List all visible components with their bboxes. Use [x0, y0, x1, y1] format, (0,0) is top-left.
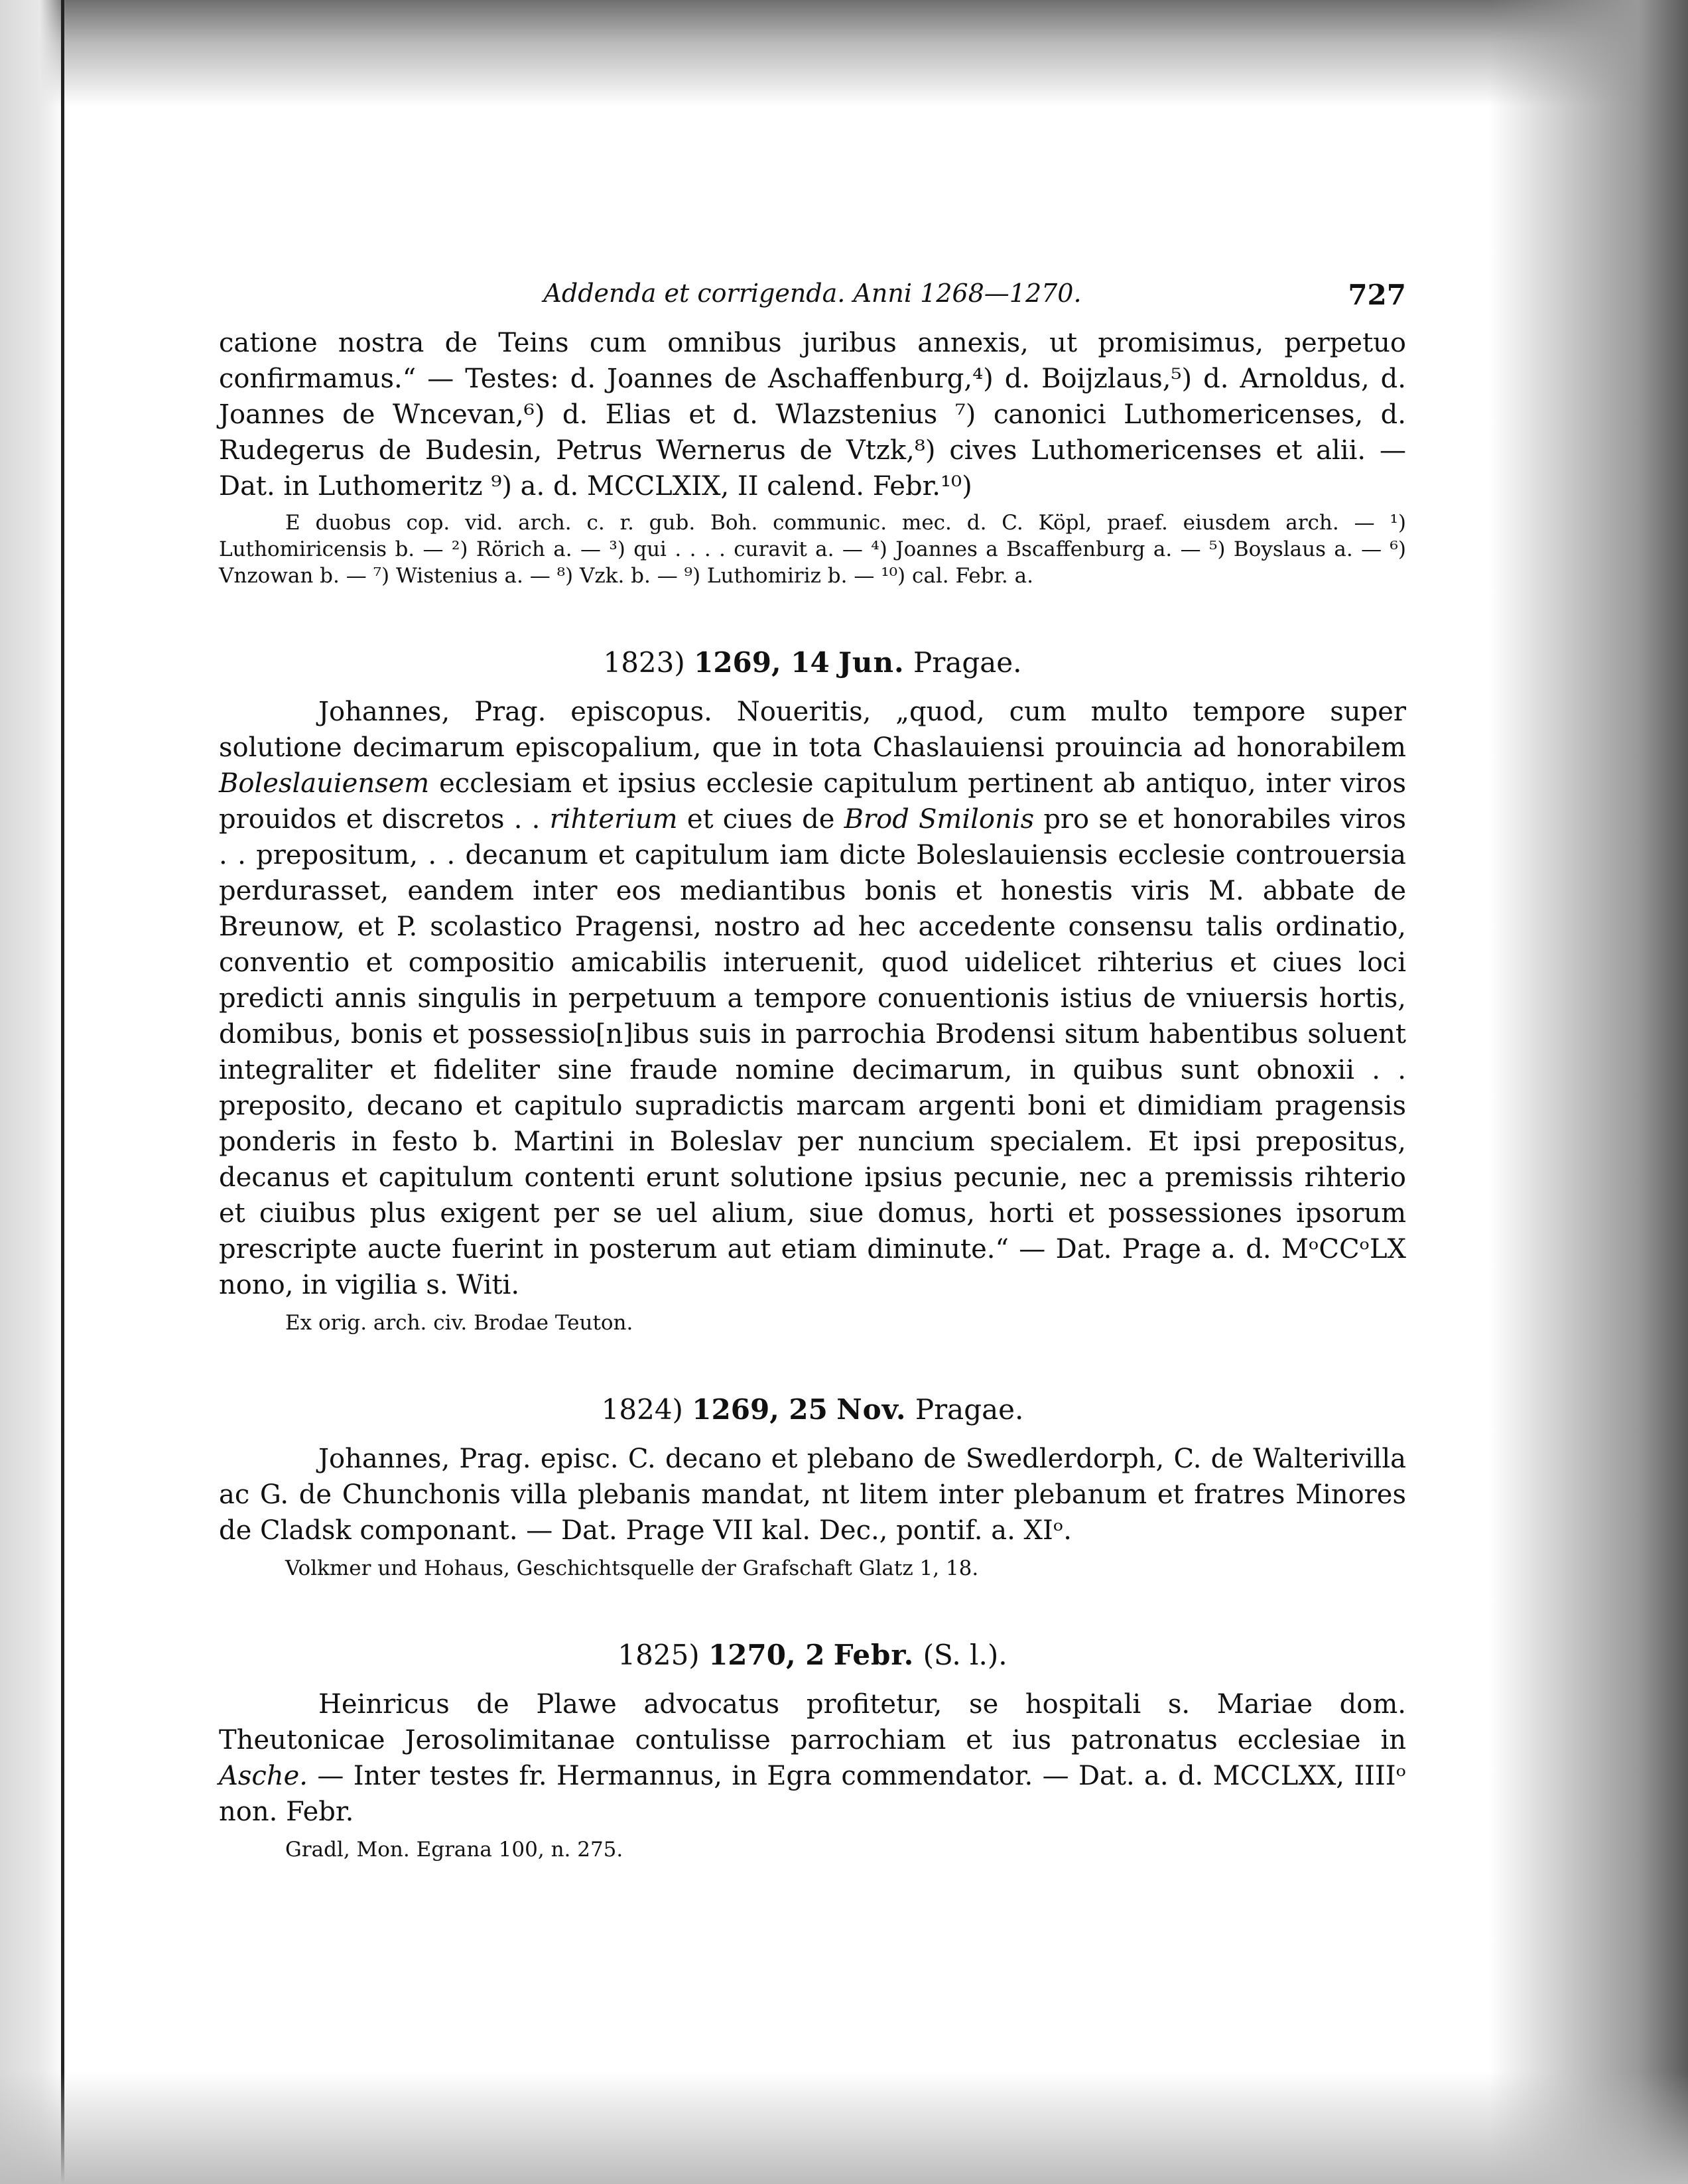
entry-number: 1824)	[601, 1393, 683, 1426]
scan-shadow-bottom	[0, 2071, 1688, 2184]
document-page	[219, 279, 1406, 1863]
page-number: 727	[1348, 279, 1406, 311]
entry-body-1824: Johannes, Prag. episc. C. decano et plebano de Swedlerdorph, C. de Walterivilla ac G. de Chunchonis villa plebanis mandat, nt litem inter plebanum et fratres Minores de Cladsk componant. — Dat. Prage VII kal. Dec., pontif. a. XIᵒ.	[219, 1444, 1406, 1546]
scan-binding-line	[61, 0, 64, 2184]
scan-shadow-left	[0, 0, 66, 2184]
entry-source-1823: Ex orig. arch. civ. Brodae Teuton.	[285, 1311, 633, 1335]
entry-place: Pragae.	[915, 1393, 1024, 1426]
entry-date: 1269, 25	[692, 1393, 828, 1426]
entry-number: 1823)	[603, 646, 685, 679]
entry-body-1823: Johannes, Prag. episcopus. Noueritis, „quod, cum multo tempore super solutione decimarum episcopalium, que in tota Chaslauiensi prouincia ad honorabilem Boleslauiensem ecclesiam et ipsius ecclesie capitulum pertinent ab antiquo, inter viros prouidos et discretos . . rihterium et ciues de Brod Smilonis pro se et honorabiles viros . . prepositum, . . decanum et capitulum iam dicte Boleslauiensis ecclesie controuersia perdurasset, eandem inter eos mediantibus bonis et honestis viris M. abbate de Breunow, et P. scolastico Pragensi, nostro ad hec accedente consensu talis ordinatio, conventio et compositio amicabilis interuenit, quod uidelicet rihterius et ciues loci predicti annis singulis in perpetuum a tempore conuentionis istius de vniuersis hortis, domibus, bonis et possessio[n]ibus suis in parrochia Brodensi situm habentibus soluent integraliter et fideliter sine fraude nomine decimarum, in quibus sunt obnoxii . . preposito, decano et capitulo supradictis marcam argenti boni et dimidiam pragensis ponderis in festo b. Martini in Boleslav per nuncium specialem. Et ipsi prepositus, decanus et capitulum contenti erunt solutione ipsius pecunie, nec a premissis rihterio et ciuibus plus exigent per se uel alium, siue domus, horti et possessiones ipsorum prescripte aucte fuerint in posterum aut etiam diminute.“ — Dat. Prage a. d. MᵒCCᵒLX nono, in vigilia s. Witi.	[219, 697, 1407, 1300]
continuation-footnote: E duobus cop. vid. arch. c. r. gub. Boh. communic. mec. d. C. Köpl, praef. eiusdem arch. — ¹) Luthomiricensis b. — ²) Rörich a. — ³) qui . . . . curavit a. — ⁴) Joannes a Bscaffenburg a. — ⁵) Boyslaus a. — ⁶) Vnzowan b. — ⁷) Wistenius a. — ⁸) Vzk. b. — ⁹) Luthomiriz b. — ¹⁰) cal. Febr. a.	[219, 511, 1406, 588]
entry-month: Nov.	[836, 1393, 907, 1426]
entry-source-1825: Gradl, Mon. Egrana 100, n. 275.	[285, 1838, 623, 1862]
running-header	[219, 279, 1406, 325]
entry-number: 1825)	[617, 1639, 700, 1671]
entry-heading-1824	[219, 1392, 1406, 1428]
entry-month: Febr.	[833, 1639, 915, 1671]
entry-place: Pragae.	[913, 646, 1022, 679]
entry-date: 1270, 2	[708, 1639, 825, 1671]
running-title: Addenda et corrigenda. Anni 1268—1270.	[543, 279, 1082, 308]
entry-heading-1823	[219, 645, 1406, 681]
scan-shadow-top	[0, 0, 1688, 106]
scan-shadow-right	[1489, 0, 1688, 2184]
entry-place: (S. l.).	[923, 1639, 1007, 1671]
entry-source-1824: Volkmer und Hohaus, Geschichtsquelle der Grafschaft Glatz 1, 18.	[285, 1556, 979, 1580]
entry-month: Jun.	[838, 646, 905, 679]
entry-date: 1269, 14	[694, 646, 830, 679]
entry-heading-1825	[219, 1637, 1406, 1673]
continuation-paragraph: catione nostra de Teins cum omnibus juribus annexis, ut promisimus, perpetuo confirmamus.“ — Testes: d. Joannes de Aschaffenburg,⁴) d. Boijzlaus,⁵) d. Arnoldus, d. Joannes de Wncevan,⁶) d. Elias et d. Wlazstenius ⁷) canonici Luthomericenses, d. Rudegerus de Budesin, Petrus Wernerus de Vtzk,⁸) cives Luthomericenses et alii. — Dat. in Luthomeritz ⁹) a. d. MCCLXIX, II calend. Febr.¹⁰)	[219, 328, 1406, 502]
entry-body-1825: Heinricus de Plawe advocatus profitetur, se hospitali s. Mariae dom. Theutonicae Jerosolimitanae contulisse parrochiam et ius patronatus ecclesiae in Asche. — Inter testes fr. Hermannus, in Egra commendator. — Dat. a. d. MCCLXX, IIIIᵒ non. Febr.	[219, 1689, 1406, 1827]
